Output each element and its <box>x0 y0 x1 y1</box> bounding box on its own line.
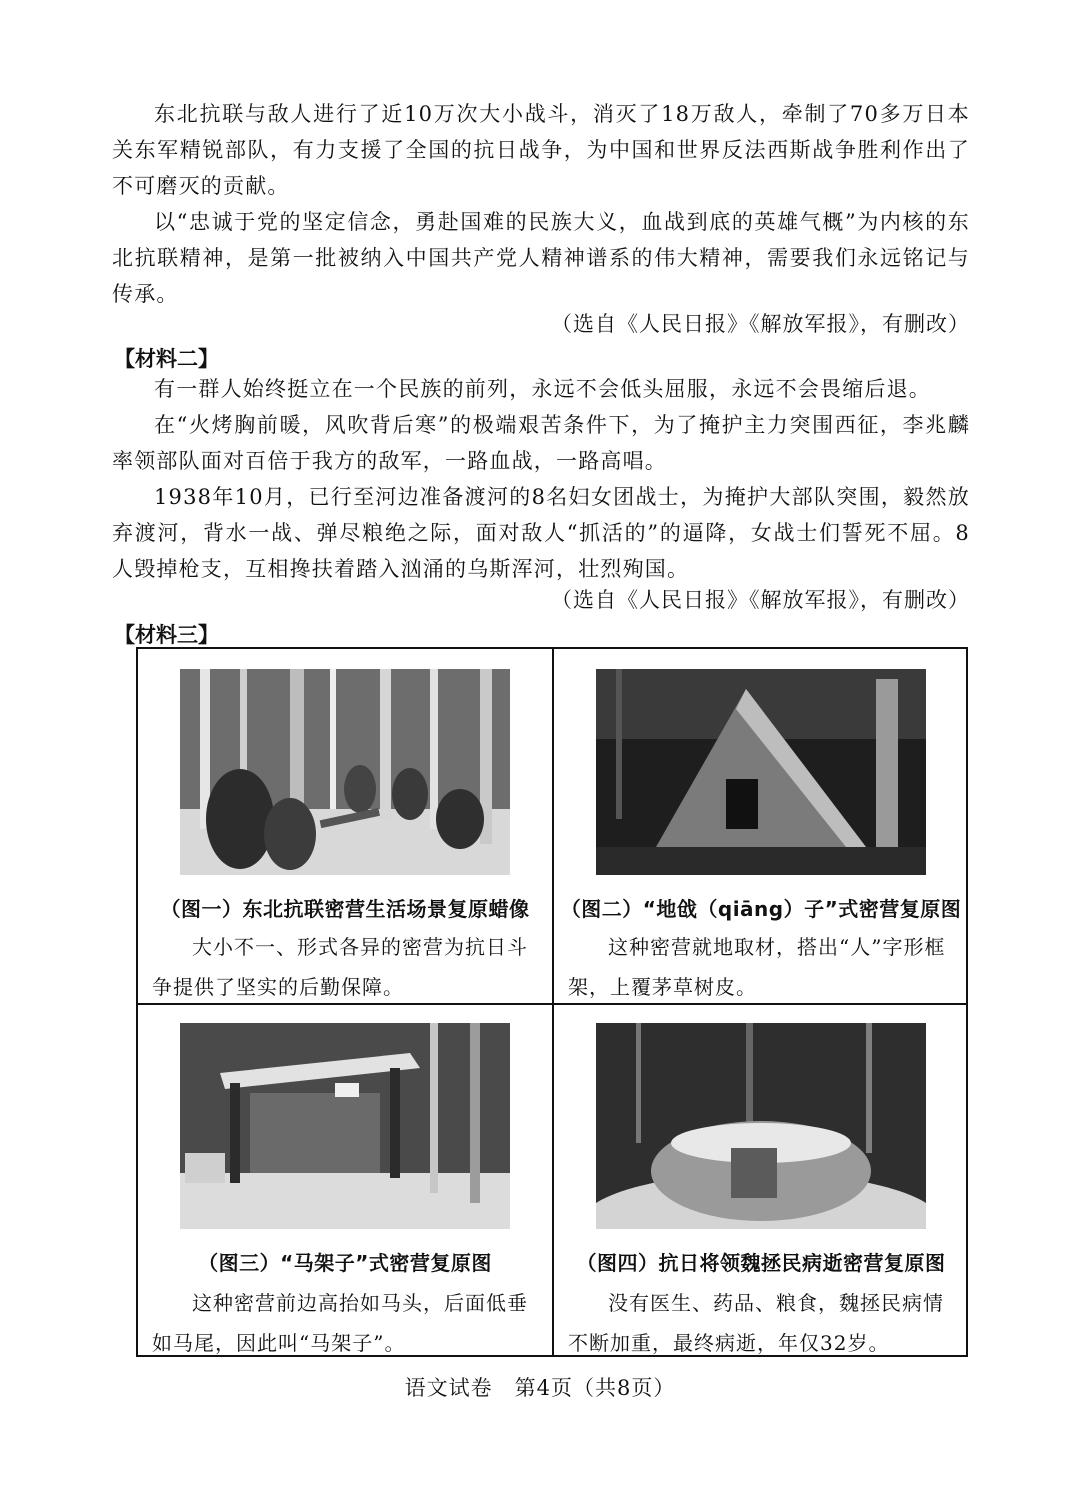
figure-2-caption: （图二）“地戗（qiāng）子”式密营复原图 <box>560 897 962 921</box>
figure-cell-4 <box>554 1005 968 1359</box>
figure-4-description: 没有医生、药品、粮食，魏拯民病情不断加重，最终病逝，年仅32岁。 <box>568 1291 944 1355</box>
page-footer: 语文试卷 第4页（共8页） <box>404 1376 676 1400</box>
material1-source: （选自《人民日报》《解放军报》，有删改） <box>551 312 970 336</box>
figure-cell-2 <box>554 649 968 1003</box>
material2-heading: 【材料二】 <box>114 347 219 371</box>
figure-grid <box>136 647 968 1357</box>
material2-paragraph-2: 在“火烤胸前暖，风吹背后寒”的极端艰苦条件下，为了掩护主力突围西征，李兆麟率领部队面对百倍于我方的敌军，一路血战，一路高唱。 <box>112 413 970 473</box>
shelter-hut-photo <box>180 1023 510 1229</box>
figure-cell-3 <box>138 1005 552 1359</box>
figure-3-caption: （图三）“马架子”式密营复原图 <box>198 1251 492 1275</box>
a-frame-hut-photo <box>596 669 926 875</box>
figure-2-description: 这种密营就地取材，搭出“人”字形框架，上覆茅草树皮。 <box>568 935 946 999</box>
figure-4-caption: （图四）抗日将领魏拯民病逝密营复原图 <box>576 1251 946 1275</box>
material1-paragraph-1: 东北抗联与敌人进行了近10万次大小战斗，消灭了18万敌人，牵制了70多万日本关东军精锐部队，有力支援了全国的抗日战争，为中国和世界反法西斯战争胜利作出了不可磨灭的贡献。 <box>112 102 970 198</box>
material2-source: （选自《人民日报》《解放军报》，有删改） <box>551 588 970 612</box>
camp-scene-photo <box>180 669 510 875</box>
material2-paragraph-1: 有一群人始终挺立在一个民族的前列，永远不会低头屈服，永远不会畏缩后退。 <box>154 377 931 401</box>
figure-3-description: 这种密营前边高抬如马头，后面低垂如马尾，因此叫“马架子”。 <box>152 1291 528 1355</box>
material2-paragraph-3: 1938年10月，已行至河边准备渡河的8名妇女团战士，为掩护大部队突围，毅然放弃渡河，背水一战、弹尽粮绝之际，面对敌人“抓活的”的逼降，女战士们誓死不屈。8人毁掉枪支，互相搀扶着踏入汹涌的乌斯浑河，壮烈殉国。 <box>112 485 970 581</box>
figure-1-description: 大小不一、形式各异的密营为抗日斗争提供了坚实的后勤保障。 <box>152 935 528 999</box>
figure-cell-1 <box>138 649 552 1003</box>
earth-dugout-photo <box>596 1023 926 1229</box>
figure-1-caption: （图一）东北抗联密营生活场景复原蜡像 <box>160 897 530 921</box>
material1-paragraph-2: 以“忠诚于党的坚定信念，勇赴国难的民族大义，血战到底的英雄气概”为内核的东北抗联精神，是第一批被纳入中国共产党人精神谱系的伟大精神，需要我们永远铭记与传承。 <box>112 210 970 306</box>
material3-heading: 【材料三】 <box>114 623 219 647</box>
